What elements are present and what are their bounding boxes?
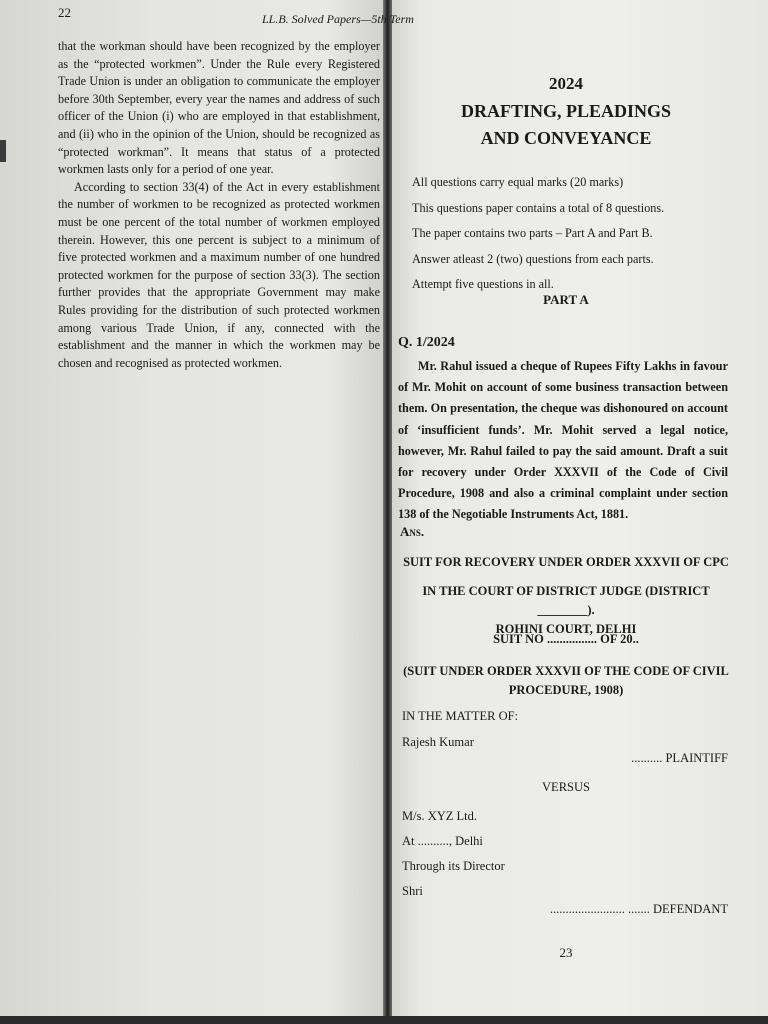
plaintiff-label: .......... PLAINTIFF — [631, 751, 728, 765]
running-header: LL.B. Solved Papers—5th Term — [262, 12, 414, 26]
instruction-item: All questions carry equal marks (20 marks) — [412, 175, 624, 189]
versus-label: VERSUS — [542, 780, 590, 794]
instruction-item: Answer atleast 2 (two) questions from each parts. — [412, 251, 654, 266]
suit-under-heading — [398, 662, 734, 700]
bottom-edge-shadow — [0, 1016, 768, 1024]
court-line-2: ROHINI COURT, DELHI — [495, 622, 637, 636]
instruction-item: This questions paper contains a total of 8 questions. — [412, 200, 665, 215]
paper-title-line-1: DRAFTING, PLEADINGS — [460, 101, 672, 121]
plaintiff-name: Rajesh Kumar — [402, 735, 474, 749]
question-text: Mr. Rahul issued a cheque of Rupees Fifty Lakhs in favour of Mr. Mohit on account of some business transaction between them. On presentation, the cheque was dishonoured on account of ‘insufficient funds’. Mr. Mohit served a legal notice, however, Mr. Rahul failed to pay the said amount. Draft a suit for recovery under Order XXXVII of the Code of Civil Procedure, 1908 and also a criminal complaint under section 138 of the Negotiable Instruments Act, 1881. — [398, 359, 728, 522]
defendant-line: M/s. XYZ Ltd. — [402, 809, 477, 823]
left-body-text — [58, 38, 380, 372]
instruction-item: Attempt five questions in all. — [412, 277, 554, 291]
defendant-line: Through its Director — [402, 859, 505, 873]
defendant-line: Shri — [402, 884, 423, 898]
paper-title — [398, 98, 734, 152]
part-label: PART A — [543, 292, 589, 307]
defendant-line: At .........., Delhi — [402, 834, 483, 848]
question-label: Q. 1/2024 — [398, 335, 455, 350]
suit-number: SUIT NO ................ OF 20.. — [493, 632, 639, 646]
exam-year: 2024 — [549, 74, 583, 93]
left-page-number: 22 — [58, 5, 71, 20]
answer-label: Ans. — [400, 524, 425, 539]
instruction-item: The paper contains two parts – Part A and Part B. — [412, 226, 653, 240]
in-the-matter: IN THE MATTER OF: — [402, 709, 519, 723]
paper-title-line-2: AND CONVEYANCE — [480, 128, 652, 148]
left-paragraph-1: that the workman should have been recognized by the employer as the “protected workmen”. Under the Rule every Registered Trade Union is under an obligation to communicate the employer before 30th September, every year the names and address of such officer of the Union (i) who are employed in that establishment, and (ii) who in the opinion of the Union, should be recognized as “protected workman”. It means that status of a protected workmen lasts only for a period of one year. — [58, 39, 380, 177]
suit-under-line-1: (SUIT UNDER ORDER XXXVII OF THE CODE OF CIVIL — [403, 664, 729, 678]
page-edge-mark — [0, 140, 6, 162]
instructions-list — [412, 170, 732, 298]
suit-heading: SUIT FOR RECOVERY UNDER ORDER XXXVII OF CPC — [403, 555, 729, 569]
right-page-number: 23 — [559, 945, 573, 960]
court-line-1: IN THE COURT OF DISTRICT JUDGE (DISTRICT ________). — [422, 584, 710, 617]
left-paragraph-2: According to section 33(4) of the Act in every establishment the number of workmen to be recognized as protected workmen must be one percent of the total number of workmen employed therein. However, this one percent is subject to a minimum of five protected workmen and a maximum number of one hundred protected workmen for the purpose of section 33(3). The section further provides that the appropriate Government may make Rules providing for the distribution of such protected workmen among various Trade Union, if any, connected with the establishment and the manner in which the workmen may be chosen and recognised as protected workmen. — [58, 179, 380, 370]
suit-under-line-2: PROCEDURE, 1908) — [508, 683, 624, 697]
book-gutter — [383, 0, 392, 1024]
defendant-label: ........................ ....... DEFENDANT — [549, 902, 728, 916]
